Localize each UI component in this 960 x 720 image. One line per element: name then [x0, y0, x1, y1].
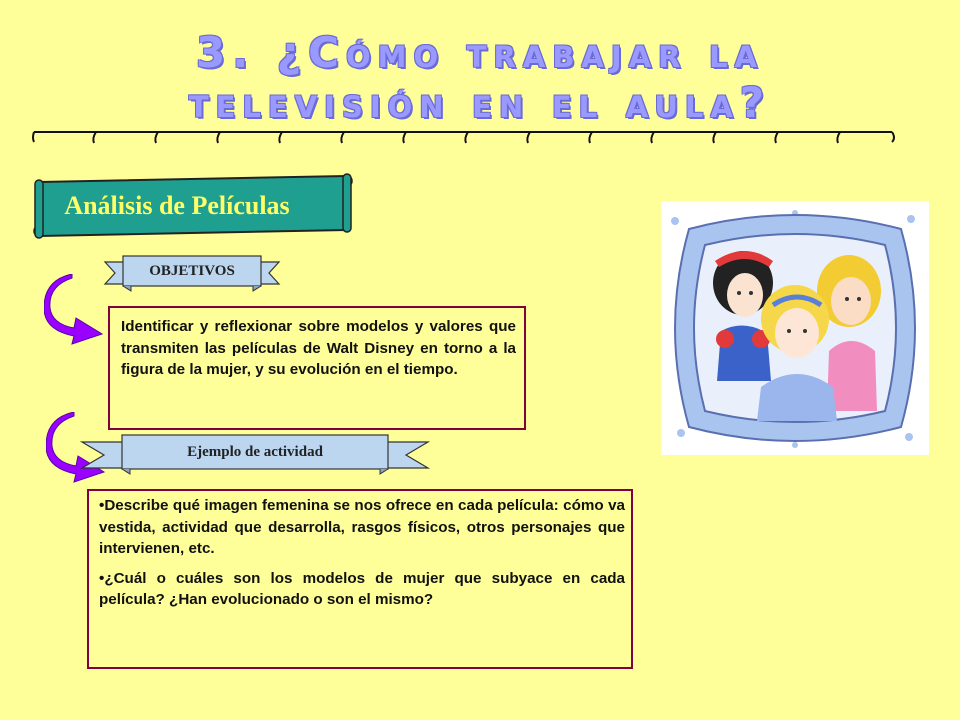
actividad-text-box: [87, 489, 633, 669]
curved-arrow-icon: [44, 274, 106, 346]
slide-title-line-1: 3. ¿Cómo trabajar la: [196, 28, 764, 77]
title-divider: [30, 128, 896, 146]
actividad-label: Ejemplo de actividad: [187, 444, 323, 460]
actividad-bullet-2: •¿Cuál o cuáles son los modelos de mujer que subyace en cada película? ¿Han evolucionado o son el mismo?: [99, 569, 625, 608]
section-title: Análisis de Películas: [64, 191, 290, 220]
actividad-bullet-1: •Describe qué imagen femenina se nos ofrece en cada película: cómo va vestida, actividad que desarrolla, rasgos físicos, otros personajes que intervienen, etc.: [99, 497, 625, 557]
slide-title: [20, 28, 940, 128]
objetivos-text-box: [108, 306, 526, 430]
slide-title-line-2: televisión en el aula?: [188, 78, 772, 127]
princesses-image: [661, 201, 929, 455]
disney-princesses-illustration: [661, 201, 929, 455]
objetivos-label: OBJETIVOS: [149, 263, 235, 279]
objetivos-text: Identificar y reflexionar sobre modelos y valores que transmiten las películas de Walt Disney en torno a la figura de la mujer, y su evolución en el tiempo.: [121, 318, 516, 378]
